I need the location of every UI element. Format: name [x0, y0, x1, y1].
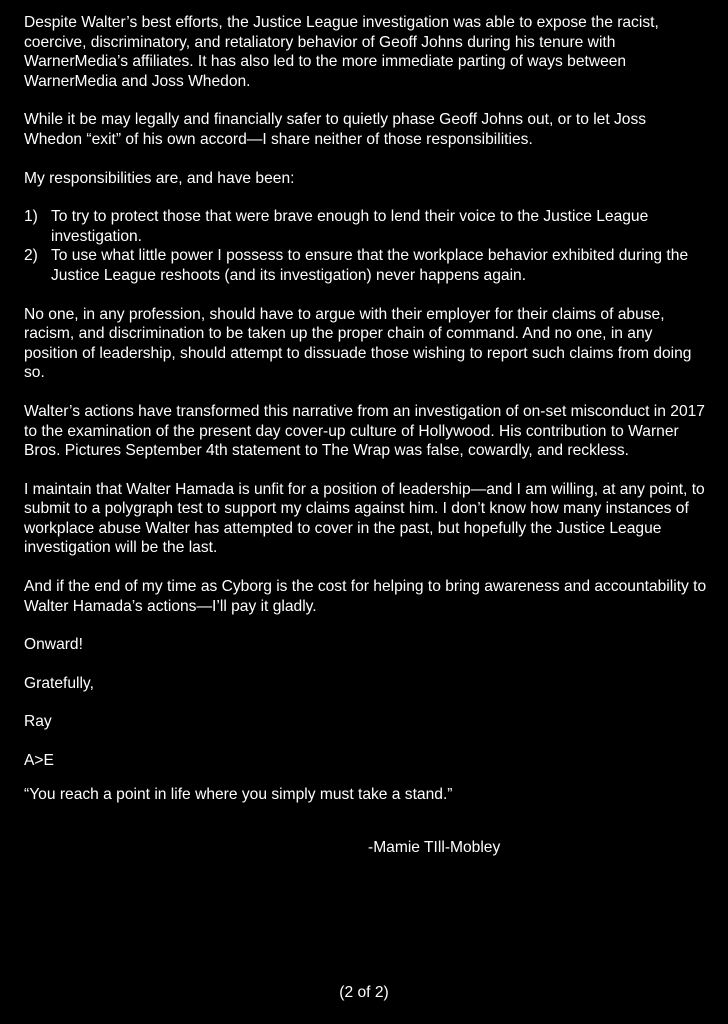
list-item-text: To try to protect those that were brave enough to lend their voice to the Justice League investigation.: [51, 208, 649, 245]
letter-body: [24, 13, 708, 790]
paragraph-responsibilities-intro: My responsibilities are, and have been:: [24, 169, 295, 187]
paragraph-responsibilities-shared: While it be may legally and financially safer to quietly phase Geoff Johns out, or to let Joss Whedon “exit” of his own accord—I share neither of those responsibilities.: [24, 111, 647, 148]
list-item-number: 1): [24, 208, 38, 226]
closing-name: Ray: [24, 713, 52, 731]
list-item: [24, 207, 708, 246]
closing-quote: “You reach a point in life where you simply must take a stand.”: [24, 786, 453, 803]
closing-gratefully: Gratefully,: [24, 674, 94, 692]
closing-signoff: A>E: [24, 752, 54, 770]
list-item: [24, 246, 708, 285]
paragraph-unfit: I maintain that Walter Hamada is unfit for a position of leadership—and I am willing, at any point, to submit to a polygraph test to support my claims against him. I don’t know how many instances of workplace abuse Walter has attempted to cover in the past, but hopefully the Justice League investigation will be the last.: [24, 480, 705, 557]
paragraph-investigation: Despite Walter’s best efforts, the Justice League investigation was able to expose the racist, coercive, discriminatory, and retaliatory behavior of Geoff Johns during his tenure with WarnerMedia’s affiliates. It has also led to the more immediate parting of ways between WarnerMedia and Joss Whedon.: [24, 14, 659, 90]
list-item-text: To use what little power I possess to ensure that the workplace behavior exhibited during the Justice League reshoots (and its investigation) never happens again.: [51, 247, 689, 284]
paragraph-no-one: No one, in any profession, should have to argue with their employer for their claims of abuse, racism, and discrimination to be taken up the proper chain of command. And no one, in any position of leadership, should attempt to dissuade those wishing to report such claims from doing so.: [24, 305, 692, 382]
closing-onward: Onward!: [24, 636, 83, 654]
responsibilities-list: [24, 207, 708, 285]
page-number: (2 of 2): [339, 984, 389, 1001]
paragraph-cyborg: And if the end of my time as Cyborg is the cost for helping to bring awareness and accountability to Walter Hamada’s actions—I’ll pay it gladly.: [24, 578, 707, 615]
paragraph-walters-actions: Walter’s actions have transformed this narrative from an investigation of on-set misconduct in 2017 to the examination of the present day cover-up culture of Hollywood. His contribution to Warner Bros. Pictures September 4th statement to The Wrap was false, cowardly, and reckless.: [24, 402, 705, 460]
list-item-number: 2): [24, 247, 38, 265]
quote-attribution: -Mamie TIll-Mobley: [368, 839, 501, 856]
